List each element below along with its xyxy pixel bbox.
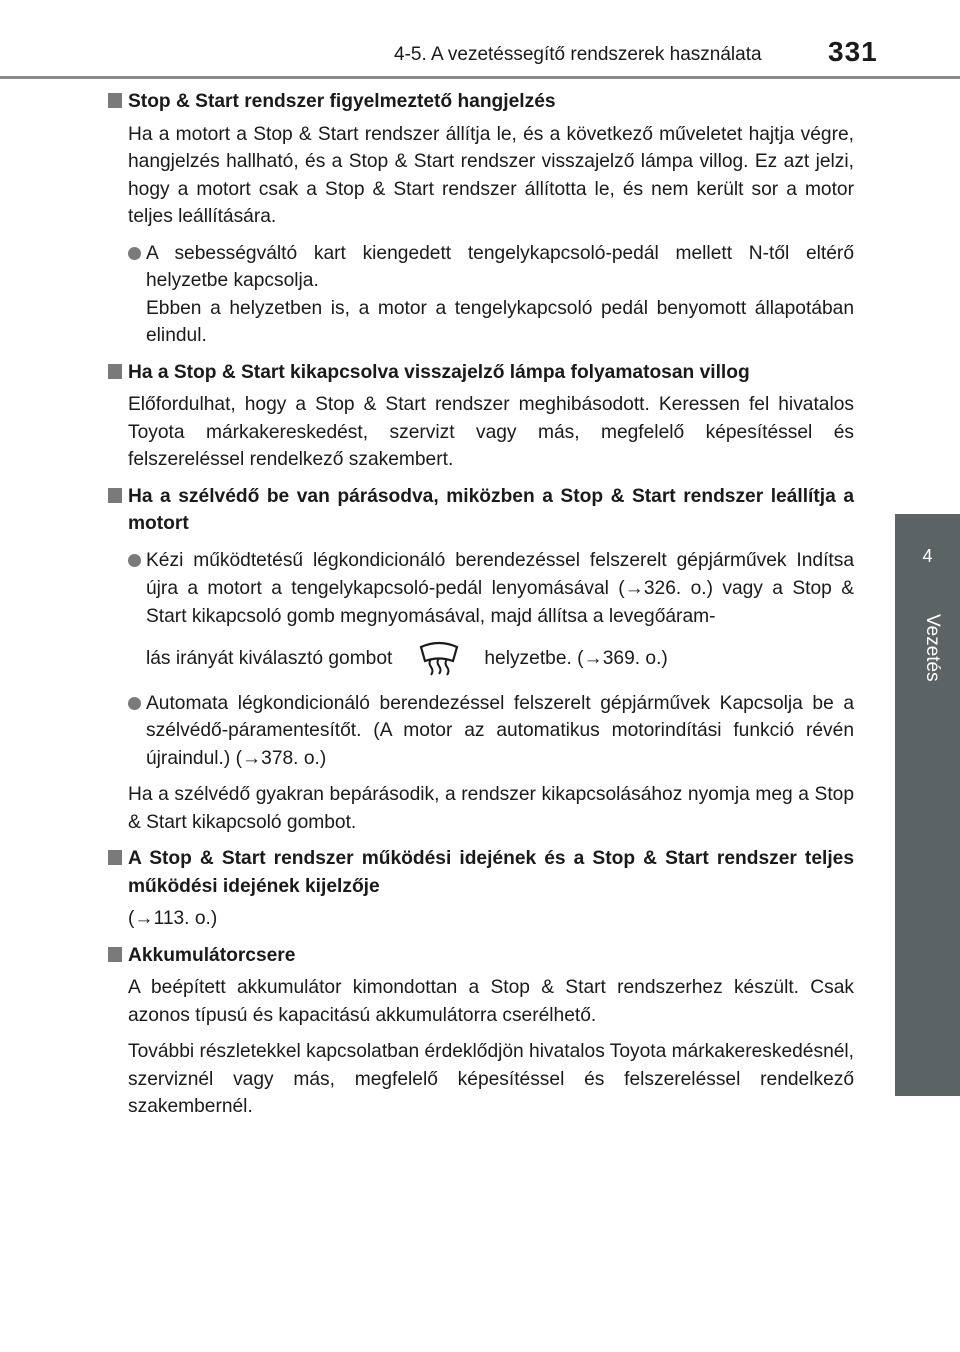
section-heading-battery-replacement: Akkumulátorcsere	[108, 942, 854, 970]
paragraph: További részletekkel kapcsolatban érdeklődjön hivatalos Toyota márkakereskedésnél, szerviznél vagy más, megfelelő képesítéssel és felszereléssel rendelkező szakembernél.	[128, 1041, 854, 1117]
square-bullet-icon	[108, 947, 122, 962]
bullet-item: A sebességváltó kart kiengedett tengelykapcsoló-pedál mellett N-től eltérő helyzetbe kapcsolja. Ebben a helyzetben is, a motor a tengelykapcsoló pedál benyomott állapotában elindul.	[108, 240, 854, 350]
square-bullet-icon	[108, 488, 122, 503]
chapter-number: 4	[922, 546, 933, 566]
square-bullet-icon	[108, 850, 122, 865]
paragraph: Ha a szélvédő gyakran bepárásodik, a rendszer kikapcsolásához nyomja meg a Stop & Start kikapcsoló gombot.	[128, 784, 854, 833]
section-heading-warning-buzzer: Stop & Start rendszer figyelmeztető hangjelzés	[108, 88, 854, 116]
header-rule	[0, 76, 960, 79]
page-number: 331	[828, 36, 878, 67]
page-reference: (→113. o.)	[128, 908, 218, 929]
paragraph: Ha a motort a Stop & Start rendszer állítja le, és a következő műveletet hajtja végre, hangjelzés hallható, és a Stop & Start rendszer visszajelző lámpa villog. Ez azt jelzi, hogy a motort csak a Stop & Start rendszer állította le, és nem került sor a motor teljes leállítására.	[128, 123, 854, 227]
round-bullet-icon	[128, 697, 141, 710]
section-heading-operating-time: A Stop & Start rendszer működési idejének és a Stop & Start rendszer teljes működési idejének kijelzője	[108, 845, 854, 900]
section-heading-indicator-blinking: Ha a Stop & Start kikapcsolva visszajelző lámpa folyamatosan villog	[108, 359, 854, 387]
page-content	[108, 88, 854, 1121]
page-header	[0, 0, 960, 80]
chapter-side-tab	[895, 514, 960, 1096]
section-title: 4-5. A vezetéssegítő rendszerek használata	[394, 44, 762, 65]
chapter-title: Vezetés	[922, 614, 943, 682]
section-heading-windshield-fogged: Ha a szélvédő be van párásodva, miközben a Stop & Start rendszer leállítja a motort	[108, 483, 854, 538]
square-bullet-icon	[108, 93, 122, 108]
windshield-defrost-icon	[416, 639, 462, 679]
paragraph: A beépített akkumulátor kimondottan a Stop & Start rendszerhez készült. Csak azonos típusú és kapacitású akkumulátorra cserélhető.	[128, 977, 854, 1026]
square-bullet-icon	[108, 364, 122, 379]
defrost-instruction-line: lás irányát kiválasztó gombot helyzetbe. (→369. o.)	[146, 637, 854, 681]
bullet-item: Automata légkondicionáló berendezéssel felszerelt gépjárművek Kapcsolja be a szélvédő-páramentesítőt. (A motor az automatikus motorindítási funkció révén újraindul.) (→378. o.)	[108, 690, 854, 773]
bullet-item: Kézi működtetésű légkondicionáló berendezéssel felszerelt gépjárművek Indítsa újra a motort a tengelykapcsoló-pedál lenyomásával (→326. o.) vagy a Stop & Start kikapcsoló gomb megnyomásával, majd állítsa a levegőáram- lás irányát kiválasztó gombot helyzetbe. (→369. o.)	[108, 547, 854, 681]
round-bullet-icon	[128, 554, 141, 567]
round-bullet-icon	[128, 247, 141, 260]
paragraph: Előfordulhat, hogy a Stop & Start rendszer meghibásodott. Keressen fel hivatalos Toyota márkakereskedést, szervizt vagy más, megfelelő képesítéssel és felszereléssel rendelkező szakembert.	[128, 394, 854, 470]
